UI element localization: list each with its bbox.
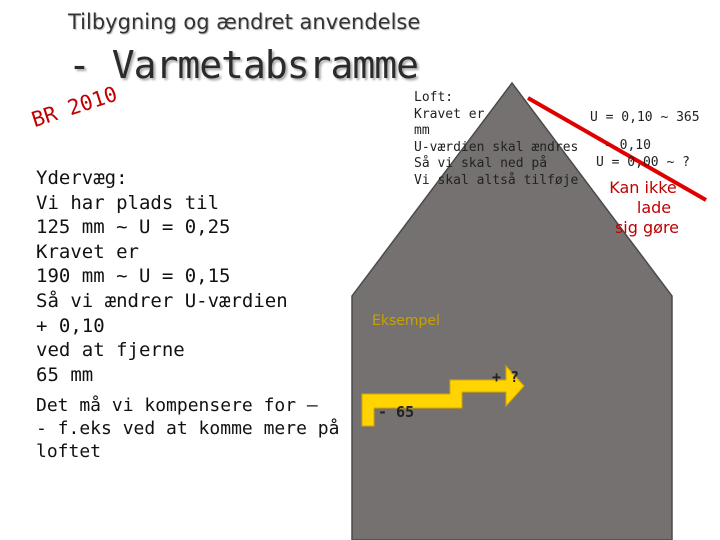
loft-value-line: U = 0,10 ~ 365 — [590, 110, 700, 125]
wall-line: + 0,10 — [36, 314, 105, 337]
plus-question-label: + ? — [492, 368, 520, 386]
note-line: - f.eks ved at komme mere på — [36, 418, 340, 439]
wall-line: ved at fjerne — [36, 339, 185, 362]
wall-line: Vi har plads til — [36, 191, 220, 214]
note-line: loftet — [36, 441, 102, 462]
wall-line: Så vi ændrer U-værdien — [36, 289, 288, 312]
wall-line: Ydervæg: — [36, 167, 128, 189]
house-label: Eksempel — [372, 313, 440, 329]
wall-line: 125 mm ~ U = 0,25 — [36, 216, 231, 239]
note-line: sig gøre — [614, 218, 680, 237]
loft-value-line: - 0,10 — [604, 138, 651, 153]
note-line: lade — [636, 198, 672, 217]
note-line: Kan ikke — [609, 178, 677, 197]
loft-line: Så vi skal ned på — [414, 156, 548, 171]
loft-value-line: U = 0,00 ~ ? — [596, 155, 690, 170]
wall-calculation — [36, 166, 288, 387]
minus-65-label: - 65 — [378, 403, 415, 421]
loft-line: Loft: — [414, 90, 454, 105]
loft-calculation — [414, 90, 578, 189]
br-2010-stamp: BR 2010 — [28, 81, 121, 132]
note-line: Det må vi kompensere for – — [36, 395, 318, 416]
wall-line: 65 mm — [36, 363, 94, 386]
slide-subtitle: Tilbygning og ændret anvendelse — [68, 10, 421, 34]
loft-line: mm — [414, 123, 430, 138]
compensation-note — [36, 394, 339, 463]
loft-values — [590, 106, 700, 171]
slide-title: - Varmetabsramme — [68, 43, 419, 87]
loft-line: U-værdien skal ændres — [414, 139, 579, 155]
loft-line: Vi skal altså tilføje — [414, 172, 579, 188]
wall-line: Kravet er — [36, 240, 139, 263]
not-possible-note — [588, 178, 698, 238]
loft-line: Kravet er — [414, 106, 485, 122]
wall-line: 190 mm ~ U = 0,15 — [36, 265, 231, 288]
